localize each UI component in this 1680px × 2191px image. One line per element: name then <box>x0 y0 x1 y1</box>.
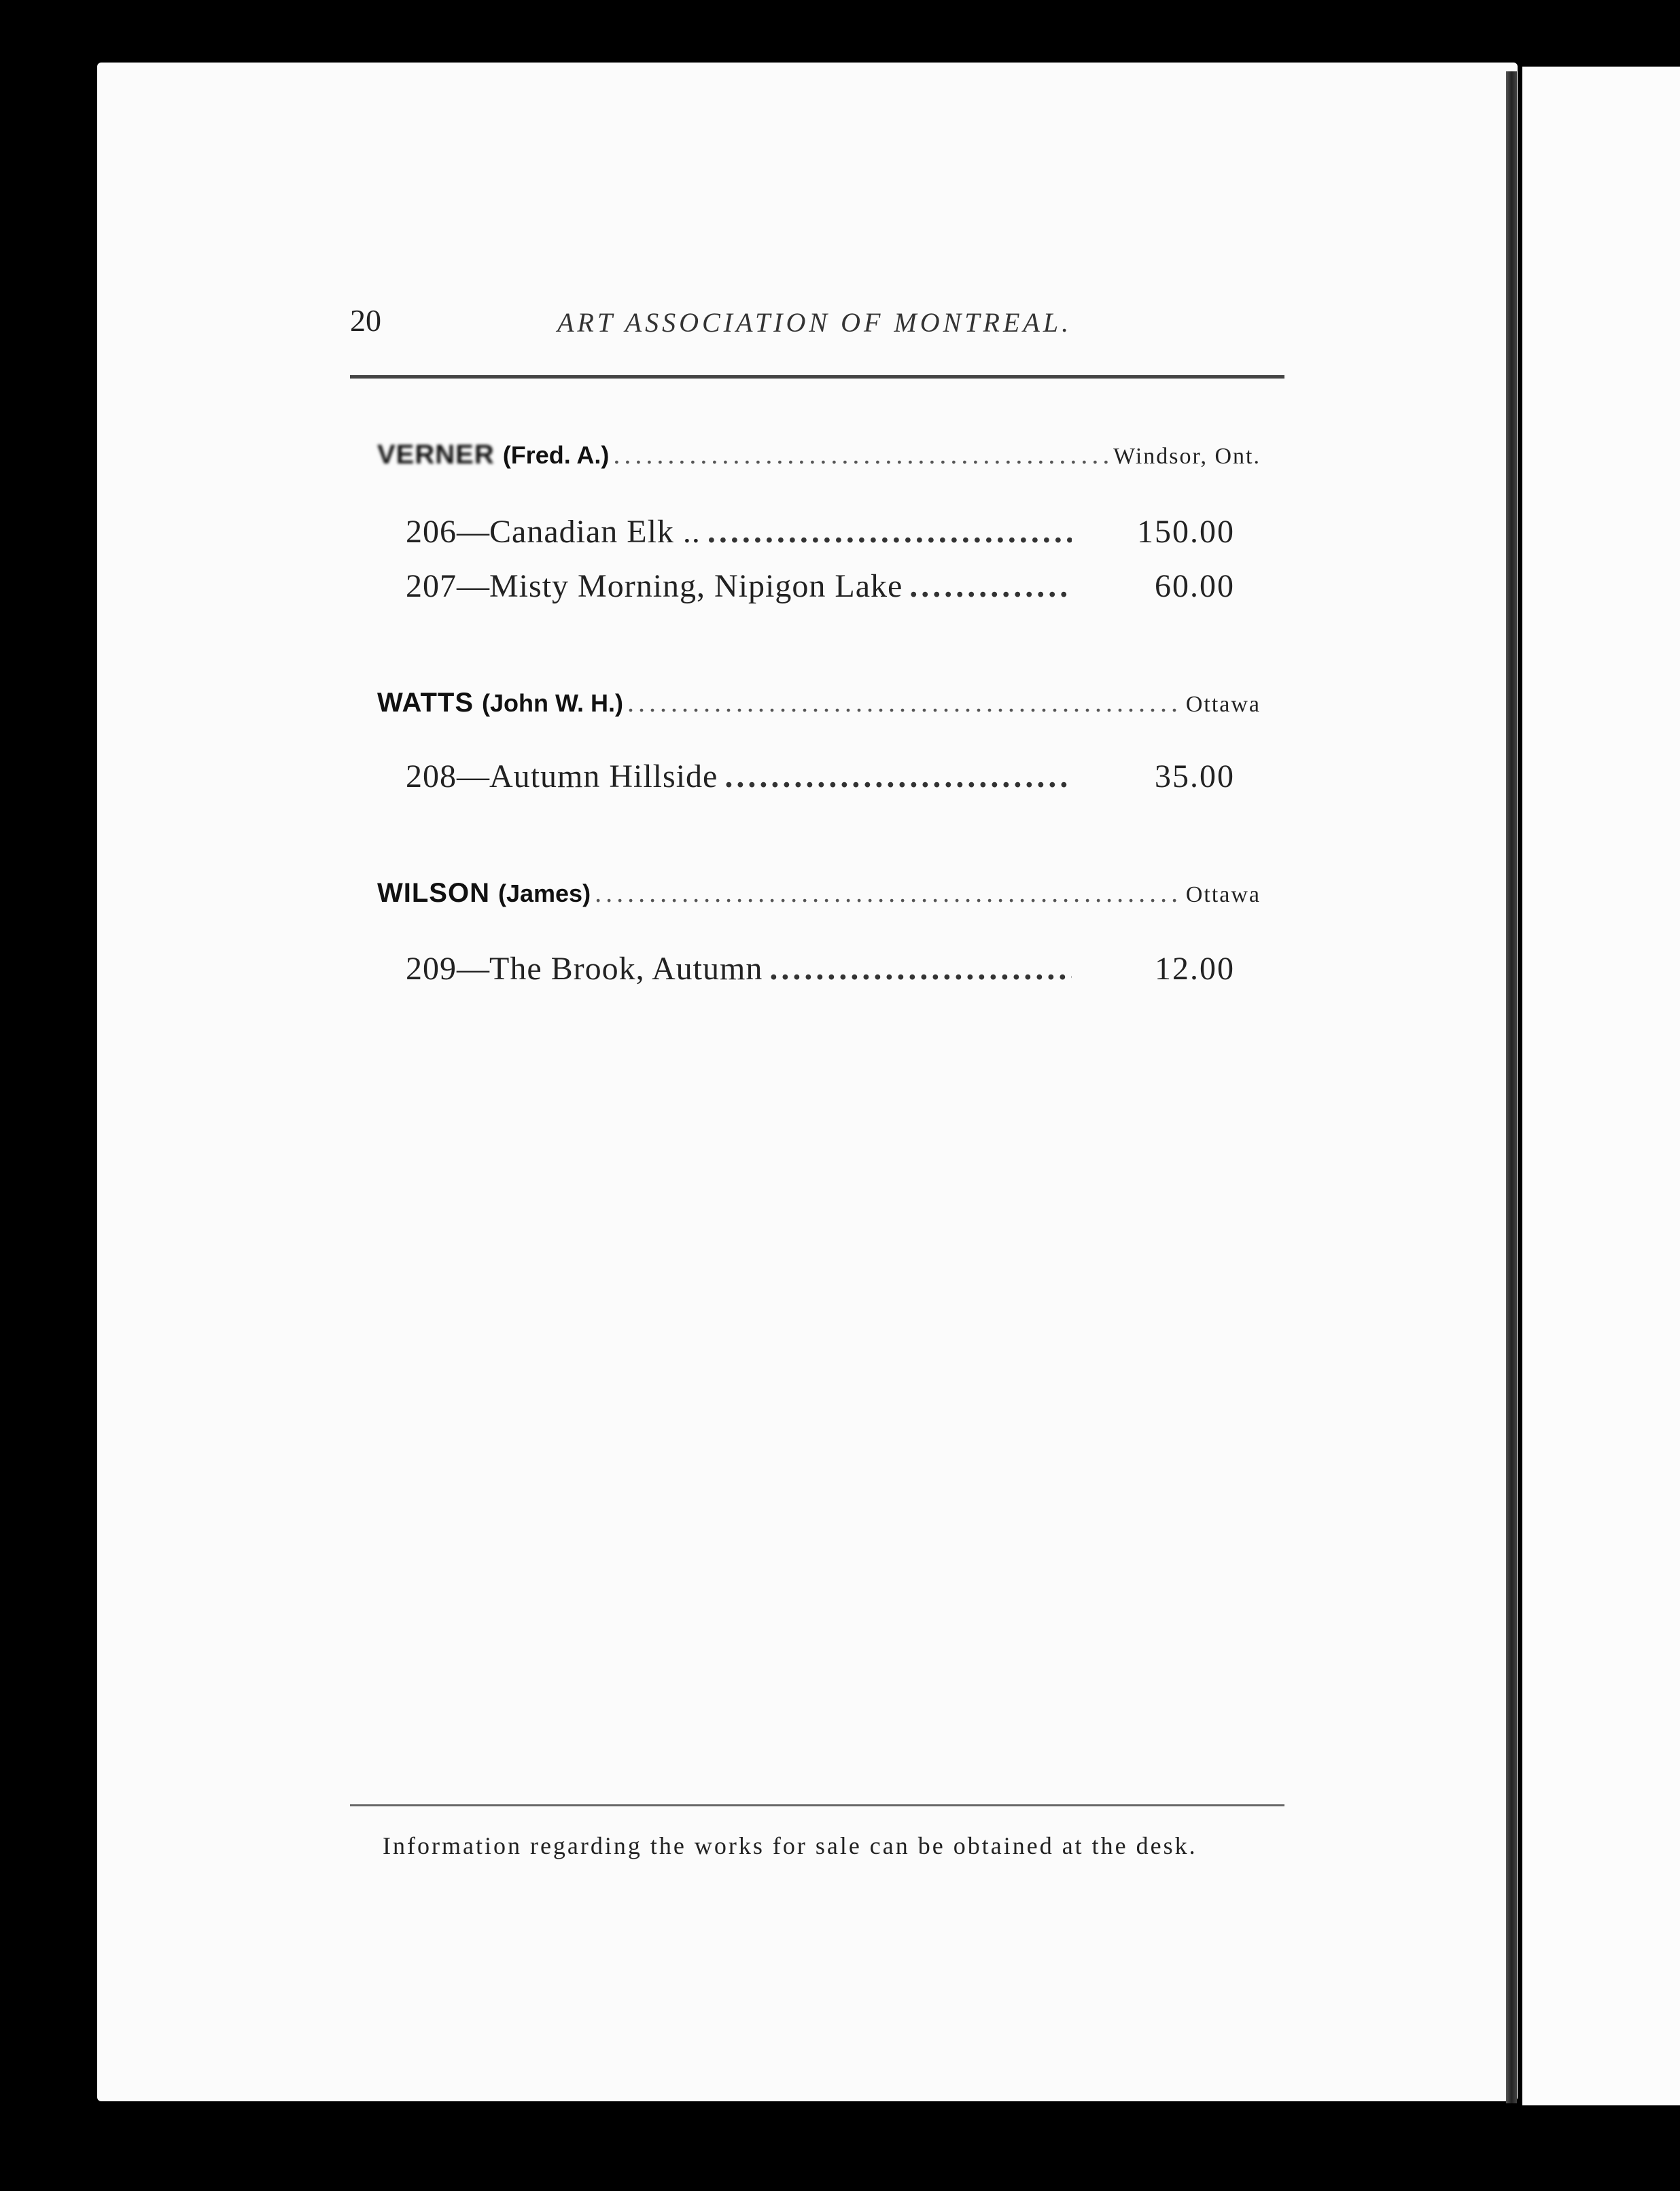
page-number: 20 <box>350 303 381 338</box>
leader-dots <box>769 950 1072 987</box>
item-price: 150.00 <box>1137 514 1235 550</box>
catalogue-item <box>406 567 1235 608</box>
leader-dots <box>707 513 1072 550</box>
artist-name: WATTS <box>377 688 474 718</box>
item-price: 60.00 <box>1155 568 1235 604</box>
header-rule <box>350 375 1284 379</box>
leader-dots <box>613 438 1109 470</box>
artist-given-name: (Fred. A.) <box>502 441 610 469</box>
item-price: 35.00 <box>1155 758 1235 794</box>
item-dash: — <box>457 568 489 604</box>
item-number: 207 <box>406 568 457 604</box>
leader-dots <box>724 758 1072 795</box>
item-number: 209 <box>406 951 457 987</box>
item-dash: — <box>457 951 489 987</box>
catalogue-item <box>406 513 1235 554</box>
artist-place: Ottawa <box>1185 692 1261 717</box>
item-title: Autumn Hillside <box>489 758 718 794</box>
catalogue-page <box>97 63 1518 2101</box>
catalogue-item <box>406 758 1235 799</box>
artist-name: VERNER <box>377 440 495 470</box>
item-title: Misty Morning, Nipigon Lake <box>489 568 903 604</box>
running-title: ART ASSOCIATION OF MONTREAL. <box>557 307 1072 338</box>
artist-heading <box>377 877 1261 915</box>
leader-dots <box>627 686 1182 718</box>
item-price: 12.00 <box>1155 951 1235 987</box>
item-title: Canadian Elk .. <box>489 514 701 550</box>
artist-heading <box>377 438 1261 476</box>
facing-page-edge <box>1522 67 1680 2105</box>
leader-dots <box>595 877 1182 909</box>
item-dash: — <box>457 514 489 550</box>
artist-heading <box>377 686 1261 724</box>
artist-given-name: (John W. H.) <box>482 689 623 717</box>
artist-place: Ottawa <box>1185 882 1261 907</box>
page-header <box>350 302 1284 343</box>
item-number: 208 <box>406 758 457 794</box>
item-number: 206 <box>406 514 457 550</box>
artist-name: WILSON <box>377 878 490 908</box>
item-dash: — <box>457 758 489 794</box>
artist-place: Windsor, Ont. <box>1113 444 1261 469</box>
page-fold <box>1506 71 1517 2103</box>
item-title: The Brook, Autumn <box>489 951 763 987</box>
artist-given-name: (James) <box>497 879 591 907</box>
catalogue-item <box>406 950 1235 991</box>
footer-rule <box>350 1804 1284 1806</box>
footer-note: Information regarding the works for sale can be obtained at the desk. <box>383 1832 1197 1859</box>
leader-dots <box>909 567 1072 605</box>
